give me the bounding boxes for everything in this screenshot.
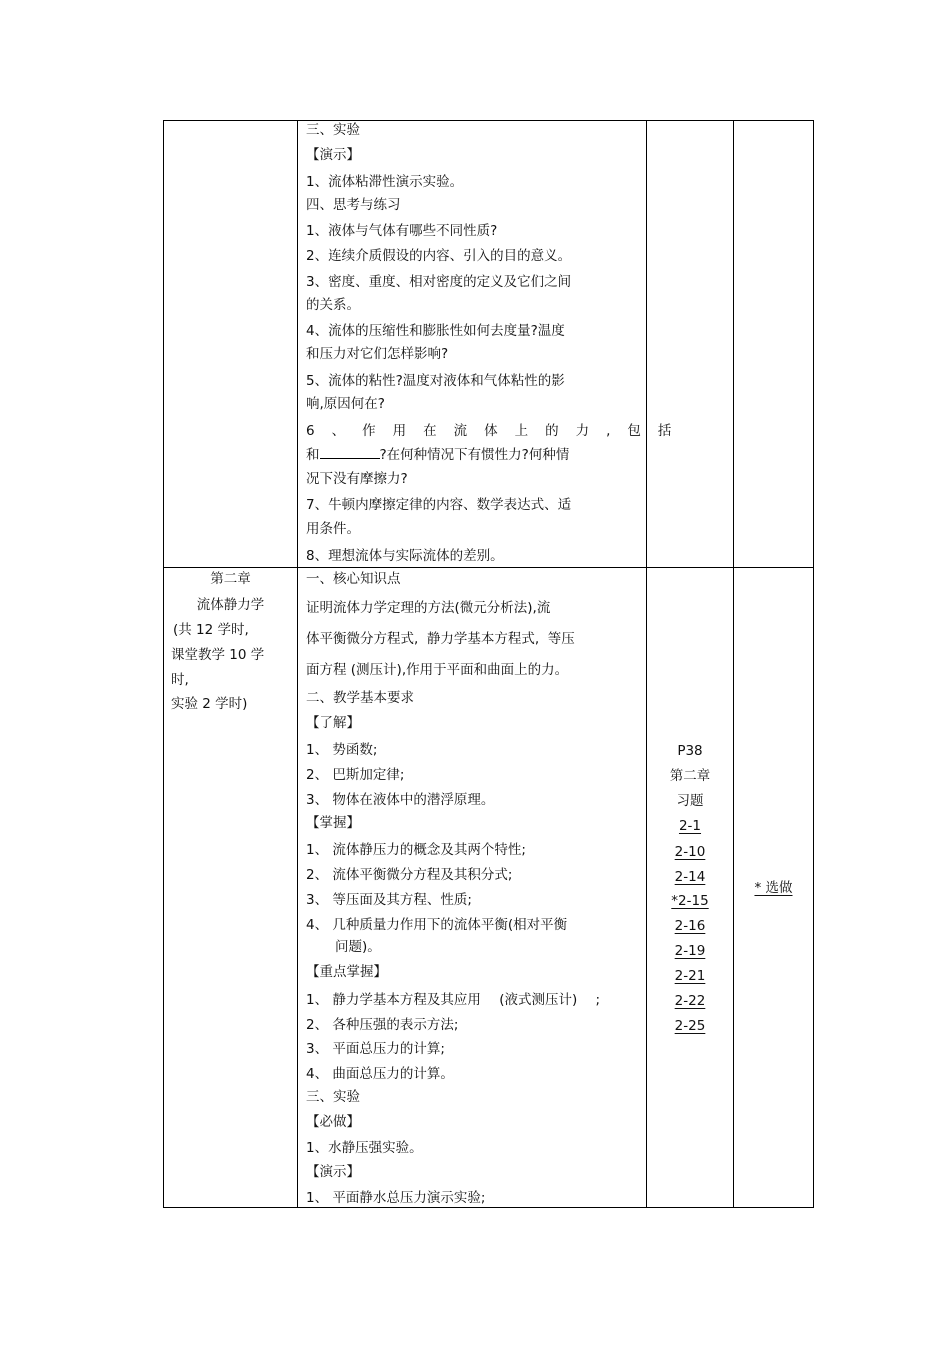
- demo-tag: 【演示】: [306, 147, 360, 163]
- homework-item-text: *2-15: [671, 893, 709, 909]
- homework-chapter: 第二章: [669, 768, 711, 784]
- master-item: 4、 几种质量力作用下的流体平衡(相对平衡: [306, 917, 568, 933]
- question-6-line2-end: ?在何种情况下有惯性力?何种情: [379, 447, 570, 463]
- chapter-hours-lab: 实验 2 学时): [171, 696, 248, 712]
- homework-item: [647, 844, 733, 860]
- requirements-heading: 二、教学基本要求: [306, 690, 414, 706]
- column-divider-1: [297, 120, 298, 1208]
- homework-item-text: 2-10: [674, 844, 706, 860]
- demo-item: 1、 平面静水总压力演示实验;: [306, 1190, 486, 1206]
- understand-item: 3、 物体在液体中的潜浮原理。: [306, 792, 495, 808]
- key-item-1: [306, 992, 600, 1008]
- homework-item: [647, 818, 733, 834]
- question-4-line1: 4、流体的压缩性和膨胀性如何去度量?温度: [306, 323, 565, 339]
- homework-item: [647, 893, 733, 909]
- question-3-line2: 的关系。: [306, 297, 360, 313]
- chapter-number: 第二章: [210, 571, 251, 587]
- key-item: 3、 平面总压力的计算;: [306, 1041, 445, 1057]
- core-line2: 体平衡微分方程式, 静力学基本方程式, 等压: [306, 631, 575, 647]
- homework-item-text: 2-14: [674, 869, 706, 885]
- homework-item: [647, 869, 733, 885]
- key-item-1-main: 1、 静力学基本方程及其应用: [306, 992, 481, 1008]
- master-item: 3、 等压面及其方程、性质;: [306, 892, 472, 908]
- think-heading: 四、思考与练习: [306, 197, 401, 213]
- question-5-line1: 5、流体的粘性?温度对液体和气体粘性的影: [306, 373, 565, 389]
- understand-item: 1、 势函数;: [306, 742, 378, 758]
- understand-item: 2、 巴斯加定律;: [306, 767, 405, 783]
- question-6-line1: 6、作用在流体上的力,包括: [306, 423, 689, 439]
- column-divider-2: [646, 120, 647, 1208]
- question-6-line3: 况下没有摩擦力?: [306, 471, 408, 487]
- demo-tag: 【演示】: [306, 1164, 360, 1180]
- question-1: 1、液体与气体有哪些不同性质?: [306, 223, 498, 239]
- experiment-heading: 三、实验: [306, 1089, 360, 1105]
- homework-item-text: 2-1: [678, 818, 702, 834]
- homework-item-text: 2-16: [674, 918, 706, 934]
- master-tag: 【掌握】: [306, 815, 360, 831]
- homework-item: [647, 1018, 733, 1034]
- homework-item-text: 2-19: [674, 943, 706, 959]
- homework-item: [647, 968, 733, 984]
- homework-item: [647, 918, 733, 934]
- question-6-line2: [306, 446, 569, 463]
- chapter-hours-class: 课堂教学 10 学: [171, 647, 265, 663]
- question-3-line1: 3、密度、重度、相对密度的定义及它们之间: [306, 274, 572, 290]
- question-7-line1: 7、牛顿内摩擦定律的内容、数学表达式、适: [306, 497, 572, 513]
- column-divider-3: [733, 120, 734, 1208]
- understand-tag: 【了解】: [306, 715, 360, 731]
- table-row-divider: [163, 567, 814, 568]
- fill-blank: [320, 446, 380, 459]
- question-5-line2: 响,原因何在?: [306, 396, 385, 412]
- key-item-1-end: ;: [595, 992, 601, 1008]
- key-item-1-detail: (液式测压计): [499, 992, 578, 1008]
- must-do-tag: 【必做】: [306, 1114, 360, 1130]
- demo-item: 1、流体粘滞性演示实验。: [306, 174, 464, 190]
- homework-item-text: 2-21: [674, 968, 706, 984]
- optional-note-text: * 选做: [754, 880, 793, 896]
- key-item: 4、 曲面总压力的计算。: [306, 1066, 454, 1082]
- homework-item: [647, 993, 733, 1009]
- optional-note: [734, 880, 813, 896]
- core-line1: 证明流体力学定理的方法(微元分析法),流: [306, 600, 551, 616]
- master-item: 1、 流体静压力的概念及其两个特性;: [306, 842, 526, 858]
- experiment-heading: 三、实验: [306, 122, 360, 138]
- key-item: 2、 各种压强的表示方法;: [306, 1017, 459, 1033]
- homework-item-text: 2-25: [674, 1018, 706, 1034]
- chapter-hours-class-cont: 时,: [171, 672, 189, 688]
- master-item: 2、 流体平衡微分方程及其积分式;: [306, 867, 513, 883]
- question-4-line2: 和压力对它们怎样影响?: [306, 346, 449, 362]
- table-border-top: [163, 120, 814, 121]
- homework-page: P38: [677, 743, 703, 759]
- master-item-continuation: 问题)。: [335, 939, 381, 955]
- must-do-item: 1、水静压强实验。: [306, 1140, 423, 1156]
- table-border-left: [163, 120, 164, 1208]
- question-6-line2-start: 和: [306, 447, 320, 463]
- chapter-hours-total: (共 12 学时,: [173, 622, 249, 638]
- question-8: 8、理想流体与实际流体的差别。: [306, 548, 504, 564]
- question-7-line2: 用条件。: [306, 521, 360, 537]
- homework-item-text: 2-22: [674, 993, 706, 1009]
- chapter-title: 流体静力学: [196, 597, 265, 613]
- homework-item: [647, 943, 733, 959]
- core-line3: 面方程 (测压计),作用于平面和曲面上的力。: [306, 662, 569, 678]
- homework-label: 习题: [676, 793, 704, 809]
- question-2: 2、连续介质假设的内容、引入的目的意义。: [306, 248, 572, 264]
- core-heading: 一、核心知识点: [306, 571, 401, 587]
- table-border-right: [813, 120, 814, 1208]
- key-tag: 【重点掌握】: [306, 964, 387, 980]
- table-border-bottom: [163, 1207, 814, 1208]
